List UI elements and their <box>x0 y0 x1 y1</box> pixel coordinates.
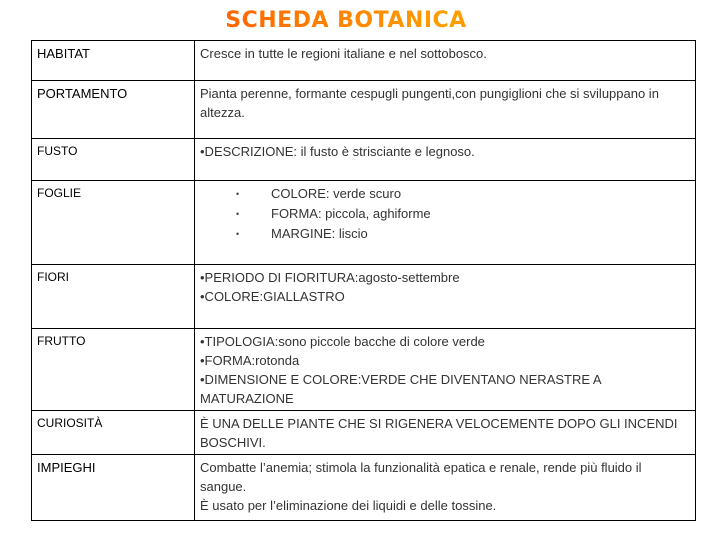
value-line: •FORMA:rotonda <box>200 353 300 368</box>
list-item <box>226 204 690 224</box>
list-item-text: FORMA: piccola, aghiforme <box>271 206 431 221</box>
row-value <box>195 41 696 81</box>
row-value <box>195 265 696 329</box>
row-value <box>195 455 696 521</box>
list-item <box>226 184 690 204</box>
table-row-fiori <box>32 265 696 329</box>
row-value <box>195 181 696 265</box>
table-row-habitat <box>32 41 696 81</box>
row-label: IMPIEGHI <box>32 455 195 521</box>
row-label: FOGLIE <box>32 181 195 265</box>
value-line: •DESCRIZIONE: il fusto è strisciante e legnoso. <box>200 144 475 159</box>
list-item-text: MARGINE: liscio <box>271 226 368 241</box>
row-label: CURIOSITÀ <box>32 411 195 455</box>
page-title: SCHEDA BOTANICA <box>0 8 692 33</box>
value-line: È UNA DELLE PIANTE CHE SI RIGENERA VELOCEMENTE DOPO GLI INCENDI BOSCHIVI. <box>200 416 678 450</box>
row-label: PORTAMENTO <box>32 81 195 139</box>
row-label: FUSTO <box>32 139 195 181</box>
bullet-glyph: • <box>236 189 240 199</box>
row-value <box>195 139 696 181</box>
list-item-text: COLORE: verde scuro <box>271 186 402 201</box>
value-line: •COLORE:GIALLASTRO <box>200 289 345 304</box>
table-row-fusto <box>32 139 696 181</box>
row-label: HABITAT <box>32 41 195 81</box>
row-value <box>195 81 696 139</box>
list-item <box>226 224 690 244</box>
table-row-curiosita <box>32 411 696 455</box>
table-row-portamento <box>32 81 696 139</box>
row-value <box>195 411 696 455</box>
bullet-glyph: • <box>236 229 240 239</box>
row-label: FIORI <box>32 265 195 329</box>
value-line: •PERIODO DI FIORITURA:agosto-settembre <box>200 270 460 285</box>
table-row-frutto <box>32 329 696 411</box>
bullet-glyph: • <box>236 209 240 219</box>
value-line: Cresce in tutte le regioni italiane e nel sottobosco. <box>200 46 487 61</box>
bullet-list <box>200 184 690 244</box>
value-line: Combatte l’anemia; stimola la funzionalità epatica e renale, rende più fluido il sangue. <box>200 460 642 494</box>
table-row-foglie <box>32 181 696 265</box>
value-line: •DIMENSIONE E COLORE:VERDE CHE DIVENTANO NERASTRE A MATURAZIONE <box>200 372 601 406</box>
value-line: •TIPOLOGIA:sono piccole bacche di colore verde <box>200 334 485 349</box>
value-line: Pianta perenne, formante cespugli pungenti,con pungiglioni che si sviluppano in altezza. <box>200 86 659 120</box>
row-label: FRUTTO <box>32 329 195 411</box>
table-row-impieghi <box>32 455 696 521</box>
value-line: È usato per l’eliminazione dei liquidi e delle tossine. <box>200 498 497 513</box>
botanical-sheet-table <box>31 40 696 521</box>
row-value <box>195 329 696 411</box>
